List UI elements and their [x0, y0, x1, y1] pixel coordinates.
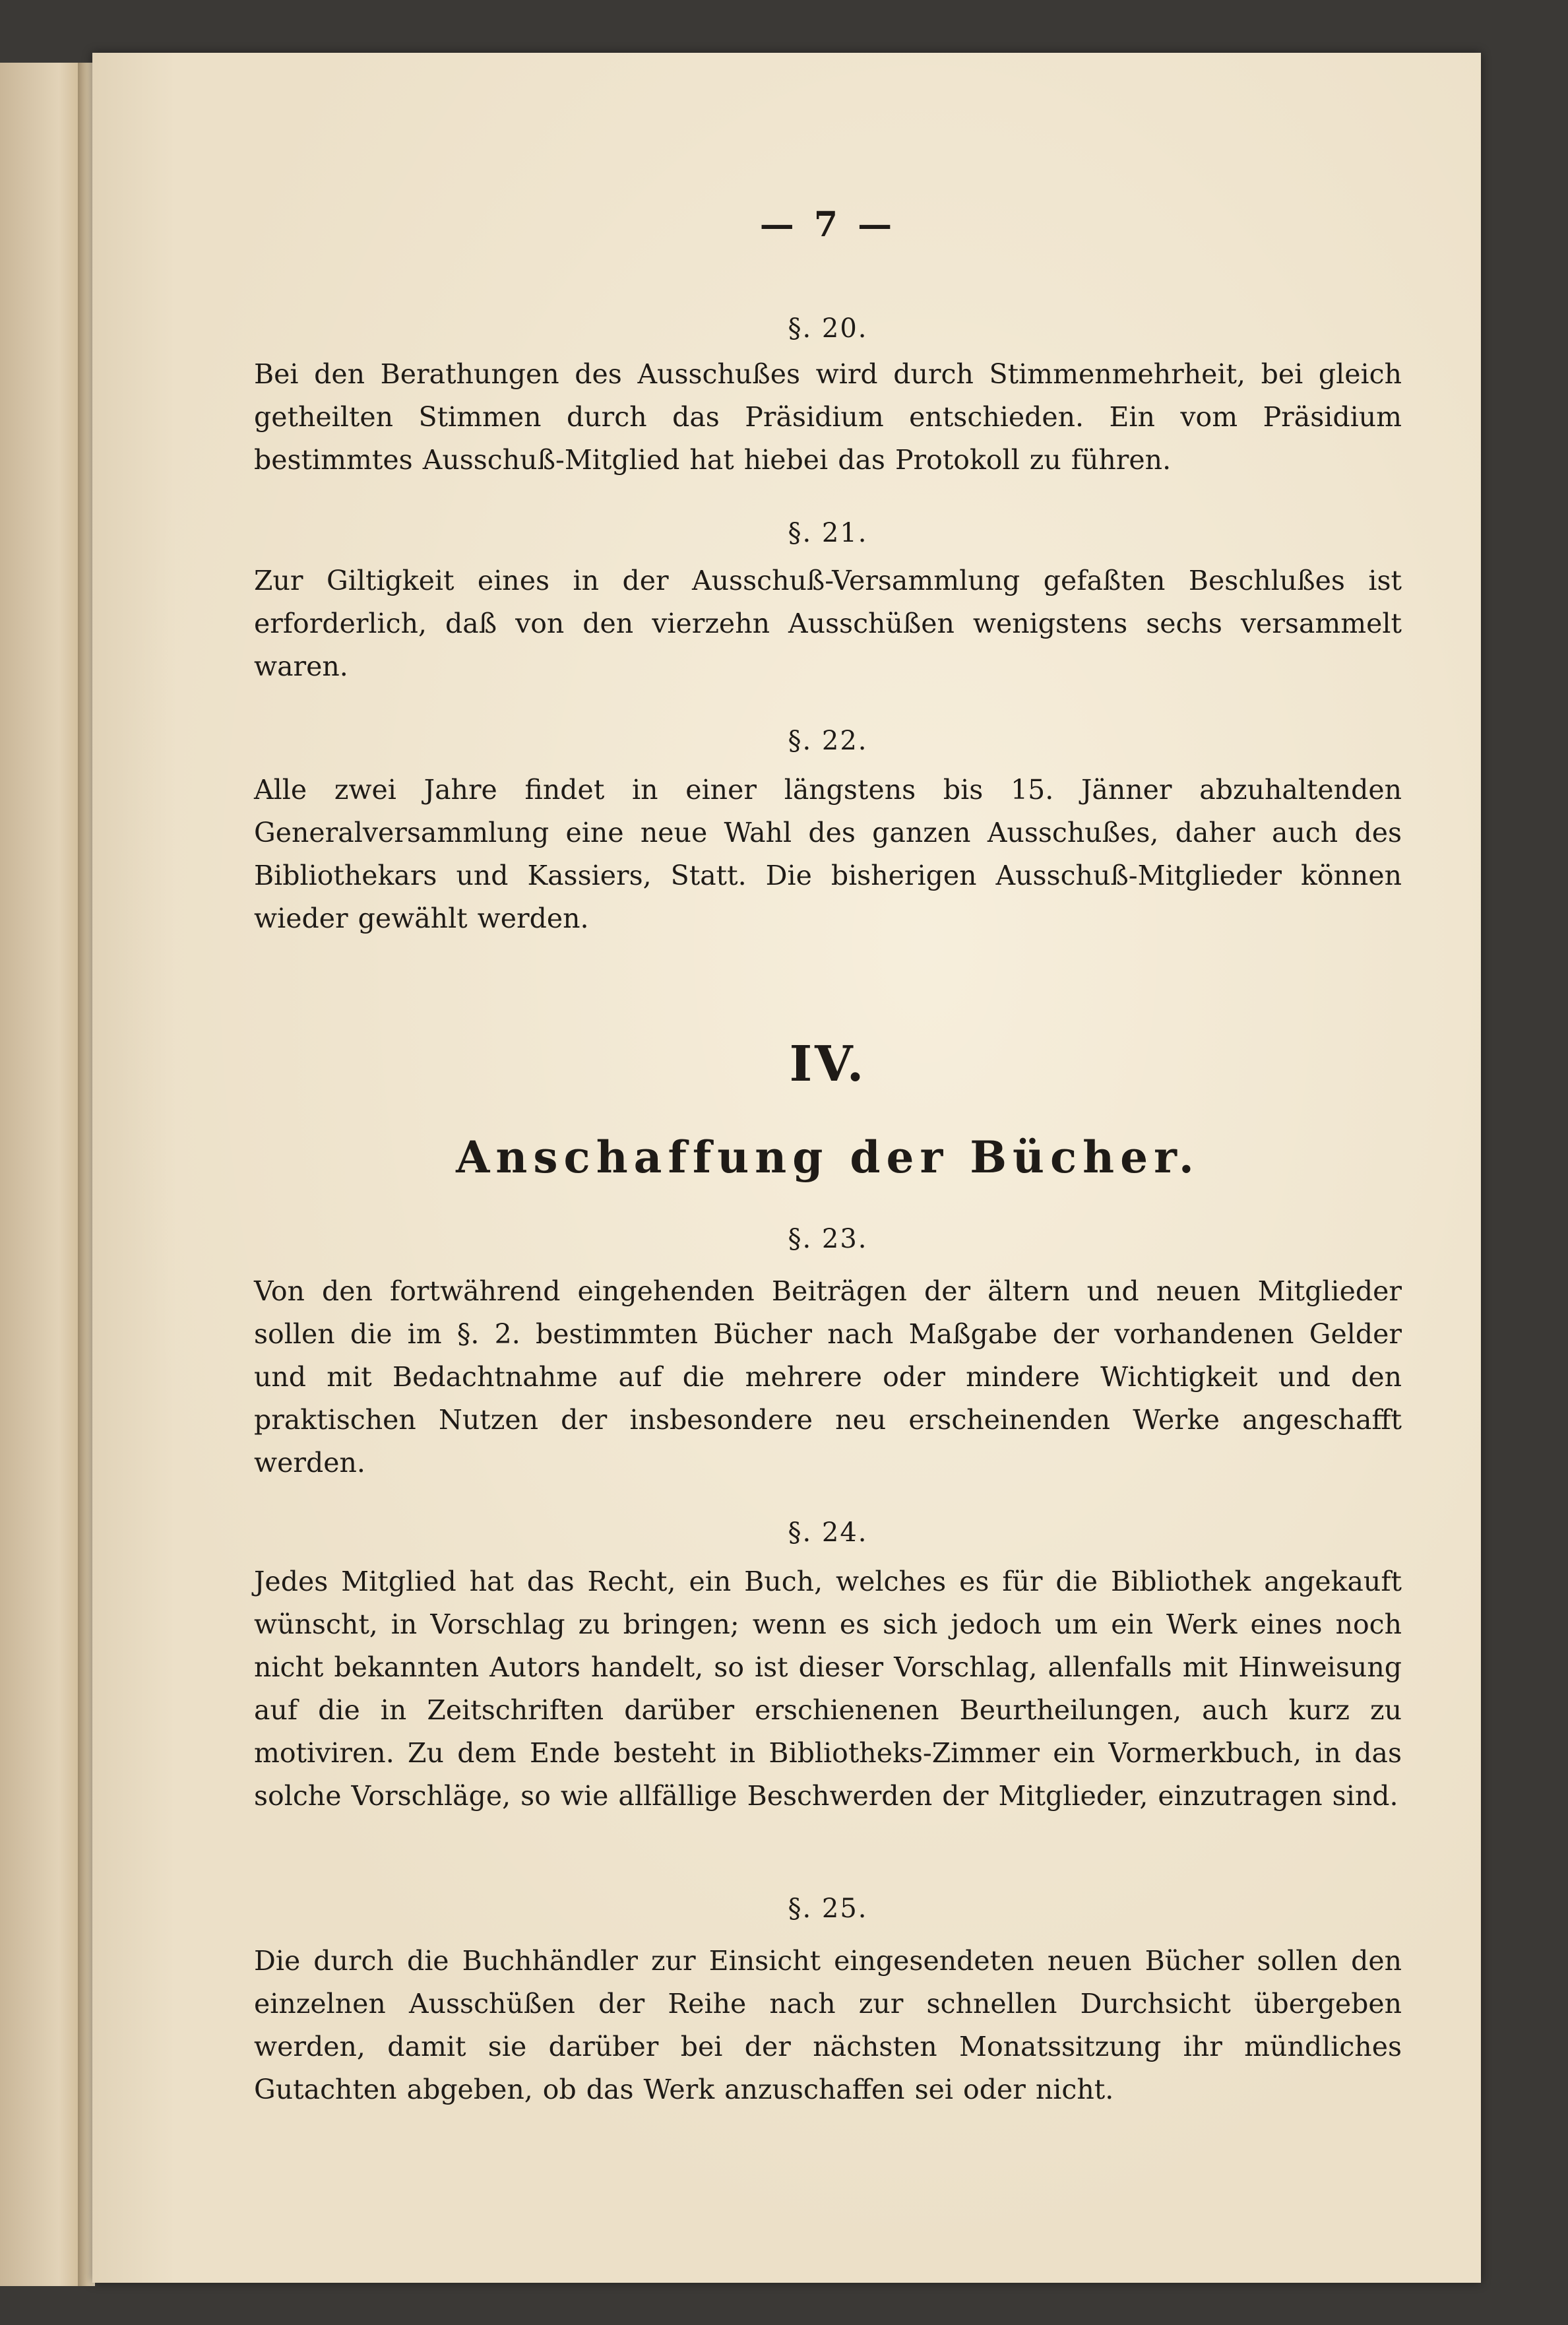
- page-number: — 7 —: [759, 205, 896, 245]
- section-21-text: Zur Giltigkeit eines in der Ausschuß-Versammlung gefaßten Beschlußes ist erforderlich, daß von den vierzehn Ausschüßen wenigstens sechs versammelt waren.: [254, 565, 1402, 682]
- section-25-text: Die durch die Buchhändler zur Einsicht eingesendeten neuen Bücher sollen den einzelnen Ausschüßen der Reihe nach zur schnellen Durchsicht übergeben werden, damit sie darüber bei der nächsten Monatssitzung ihr mündliches Gutachten abgeben, ob das Werk anzuschaffen sei oder nicht.: [254, 1945, 1402, 2105]
- section-20-heading: §. 20.: [788, 313, 868, 344]
- section-25-heading: §. 25.: [788, 1894, 868, 1924]
- section-20-text: Bei den Berathungen des Ausschußes wird durch Stimmenmehrheit, bei gleich getheilten Stimmen durch das Präsidium entschieden. Ein vom Präsidium bestimmtes Ausschuß-Mitglied hat hiebei das Protokoll zu führen.: [254, 358, 1402, 476]
- section-22-heading: §. 22.: [788, 726, 868, 756]
- section-21-heading: §. 21.: [788, 518, 868, 548]
- book-page: [92, 53, 1481, 2283]
- section-23-heading: §. 23.: [788, 1224, 868, 1254]
- section-22-text: Alle zwei Jahre findet in einer längstens bis 15. Jänner abzuhaltenden Generalversammlung eine neue Wahl des ganzen Ausschußes, daher auch des Bibliothekars und Kassiers, Statt. Die bisherigen Ausschuß-Mitglieder können wieder gewählt werden.: [254, 774, 1402, 934]
- section-24-heading: §. 24.: [788, 1517, 868, 1548]
- section-23-text: Von den fortwährend eingehenden Beiträgen der ältern und neuen Mitglieder sollen die im §. 2. bestimmten Bücher nach Maßgabe der vorhandenen Gelder und mit Bedachtnahme auf die mehrere oder mindere Wichtigkeit und den praktischen Nutzen der insbesondere neu erscheinenden Werke angeschafft werden.: [254, 1275, 1402, 1479]
- facing-page-edge: [0, 63, 84, 2286]
- chapter-number: IV.: [789, 1036, 867, 1093]
- section-24-text: Jedes Mitglied hat das Recht, ein Buch, welches es für die Bibliothek angekauft wünscht, in Vorschlag zu bringen; wenn es sich jedoch um ein Werk eines noch nicht bekannten Autors handelt, so ist dieser Vorschlag, allenfalls mit Hinweisung auf die in Zeitschriften darüber erschienenen Beurtheilungen, auch kurz zu motiviren. Zu dem Ende besteht in Bibliotheks-Zimmer ein Vormerkbuch, in das solche Vorschläge, so wie allfällige Beschwerden der Mitglieder, einzutragen sind.: [254, 1566, 1402, 1812]
- chapter-title: Anschaffung der Bücher.: [456, 1131, 1200, 1183]
